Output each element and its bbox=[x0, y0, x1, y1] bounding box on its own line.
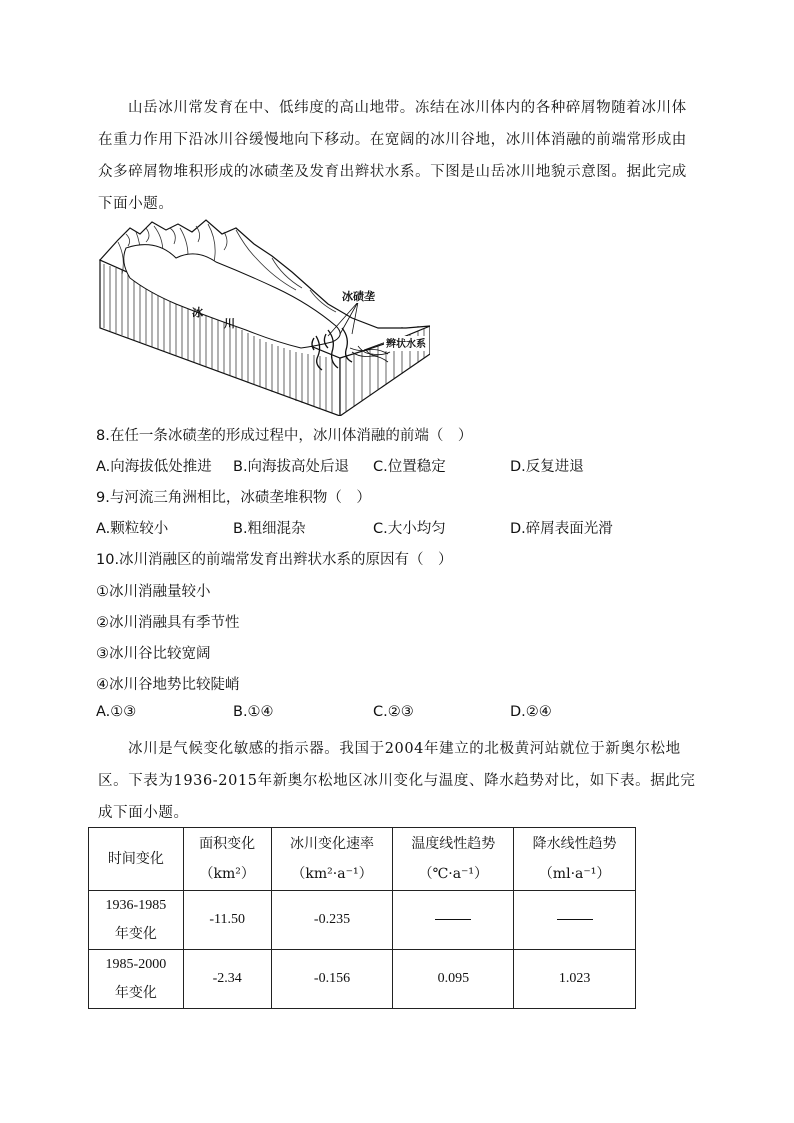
q9-option-b[interactable]: B.粗细混杂 bbox=[233, 521, 306, 537]
q10-option-a[interactable]: A.①③ bbox=[96, 704, 137, 720]
question-10-options bbox=[96, 704, 696, 726]
moraine-label: 冰碛垄 bbox=[342, 290, 375, 303]
question-10-stem: 10.冰川消融区的前端常发育出辫状水系的原因有（ ） bbox=[96, 552, 453, 568]
row2-area: -2.34 bbox=[183, 950, 271, 1009]
row2-temp: 0.095 bbox=[393, 950, 514, 1009]
header-area: 面积变化 （km²） bbox=[183, 828, 271, 891]
glacier-label-char2: 川 bbox=[224, 317, 235, 330]
q8-option-d[interactable]: D.反复进退 bbox=[510, 459, 584, 475]
data-table bbox=[88, 827, 636, 1009]
q9-option-a[interactable]: A.颗粒较小 bbox=[96, 521, 169, 537]
q10-statement-2: ②冰川消融具有季节性 bbox=[96, 615, 240, 631]
header-temp-trend: 温度线性趋势 （℃·a⁻¹） bbox=[393, 828, 514, 891]
row1-area: -11.50 bbox=[183, 891, 271, 950]
row2-rate: -0.156 bbox=[271, 950, 393, 1009]
row1-precip bbox=[514, 891, 636, 950]
row1-rate: -0.235 bbox=[271, 891, 393, 950]
glacier-change-table bbox=[88, 827, 636, 1010]
table-row bbox=[89, 950, 636, 1009]
header-rate: 冰川变化速率 （km²·a⁻¹） bbox=[271, 828, 393, 891]
row1-temp bbox=[393, 891, 514, 950]
glacier-block-diagram bbox=[96, 218, 430, 416]
passage-arctic-station: 冰川是气候变化敏感的指示器。我国于2004年建立的北极黄河站就位于新奥尔松地区。下表为1936-2015年新奥尔松地区冰川变化与温度、降水趋势对比，如下表。据此完成下面小题。 bbox=[98, 741, 696, 821]
q9-option-c[interactable]: C.大小均匀 bbox=[373, 521, 446, 537]
question-8-stem: 8.在任一条冰碛垄的形成过程中，冰川体消融的前端（ ） bbox=[96, 428, 473, 444]
table-header-row bbox=[89, 828, 636, 891]
table-row bbox=[89, 891, 636, 950]
dash-mark bbox=[557, 919, 593, 920]
passage-glacier-intro: 山岳冰川常发育在中、低纬度的高山地带。冻结在冰川体内的各种碎屑物随着冰川体在重力作用下沿冰川谷缓慢地向下移动。在宽阔的冰川谷地，冰川体消融的前端常形成由众多碎屑物堆积形成的冰碛垄及发育出辫状水系。下图是山岳冰川地貌示意图。据此完成下面小题。 bbox=[98, 100, 687, 212]
question-8-options bbox=[96, 455, 696, 477]
glacier-label-char1: 冰 bbox=[192, 306, 203, 319]
q10-statement-1: ①冰川消融量较小 bbox=[96, 584, 211, 600]
row1-period: 1936-1985 年变化 bbox=[89, 891, 184, 950]
q8-option-b[interactable]: B.向海拔高处后退 bbox=[233, 459, 350, 475]
q10-statement-3: ③冰川谷比较宽阔 bbox=[96, 646, 211, 662]
q10-option-d[interactable]: D.②④ bbox=[510, 704, 552, 720]
question-9-stem: 9.与河流三角洲相比，冰碛垄堆积物（ ） bbox=[96, 490, 371, 506]
braided-stream-label: 辫状水系 bbox=[386, 339, 426, 350]
q10-option-b[interactable]: B.①④ bbox=[233, 704, 274, 720]
q8-option-a[interactable]: A.向海拔低处推进 bbox=[96, 459, 212, 475]
question-9-options bbox=[96, 517, 696, 539]
row2-precip: 1.023 bbox=[514, 950, 636, 1009]
row2-period: 1985-2000 年变化 bbox=[89, 950, 184, 1009]
q10-option-c[interactable]: C.②③ bbox=[373, 704, 414, 720]
header-precip-trend: 降水线性趋势 （ml·a⁻¹） bbox=[514, 828, 636, 891]
dash-mark bbox=[435, 919, 471, 920]
q10-statement-4: ④冰川谷地势比较陡峭 bbox=[96, 677, 240, 693]
q8-option-c[interactable]: C.位置稳定 bbox=[373, 459, 446, 475]
glacier-landform-figure bbox=[96, 218, 430, 416]
header-period: 时间变化 bbox=[89, 828, 184, 891]
q9-option-d[interactable]: D.碎屑表面光滑 bbox=[510, 521, 613, 537]
